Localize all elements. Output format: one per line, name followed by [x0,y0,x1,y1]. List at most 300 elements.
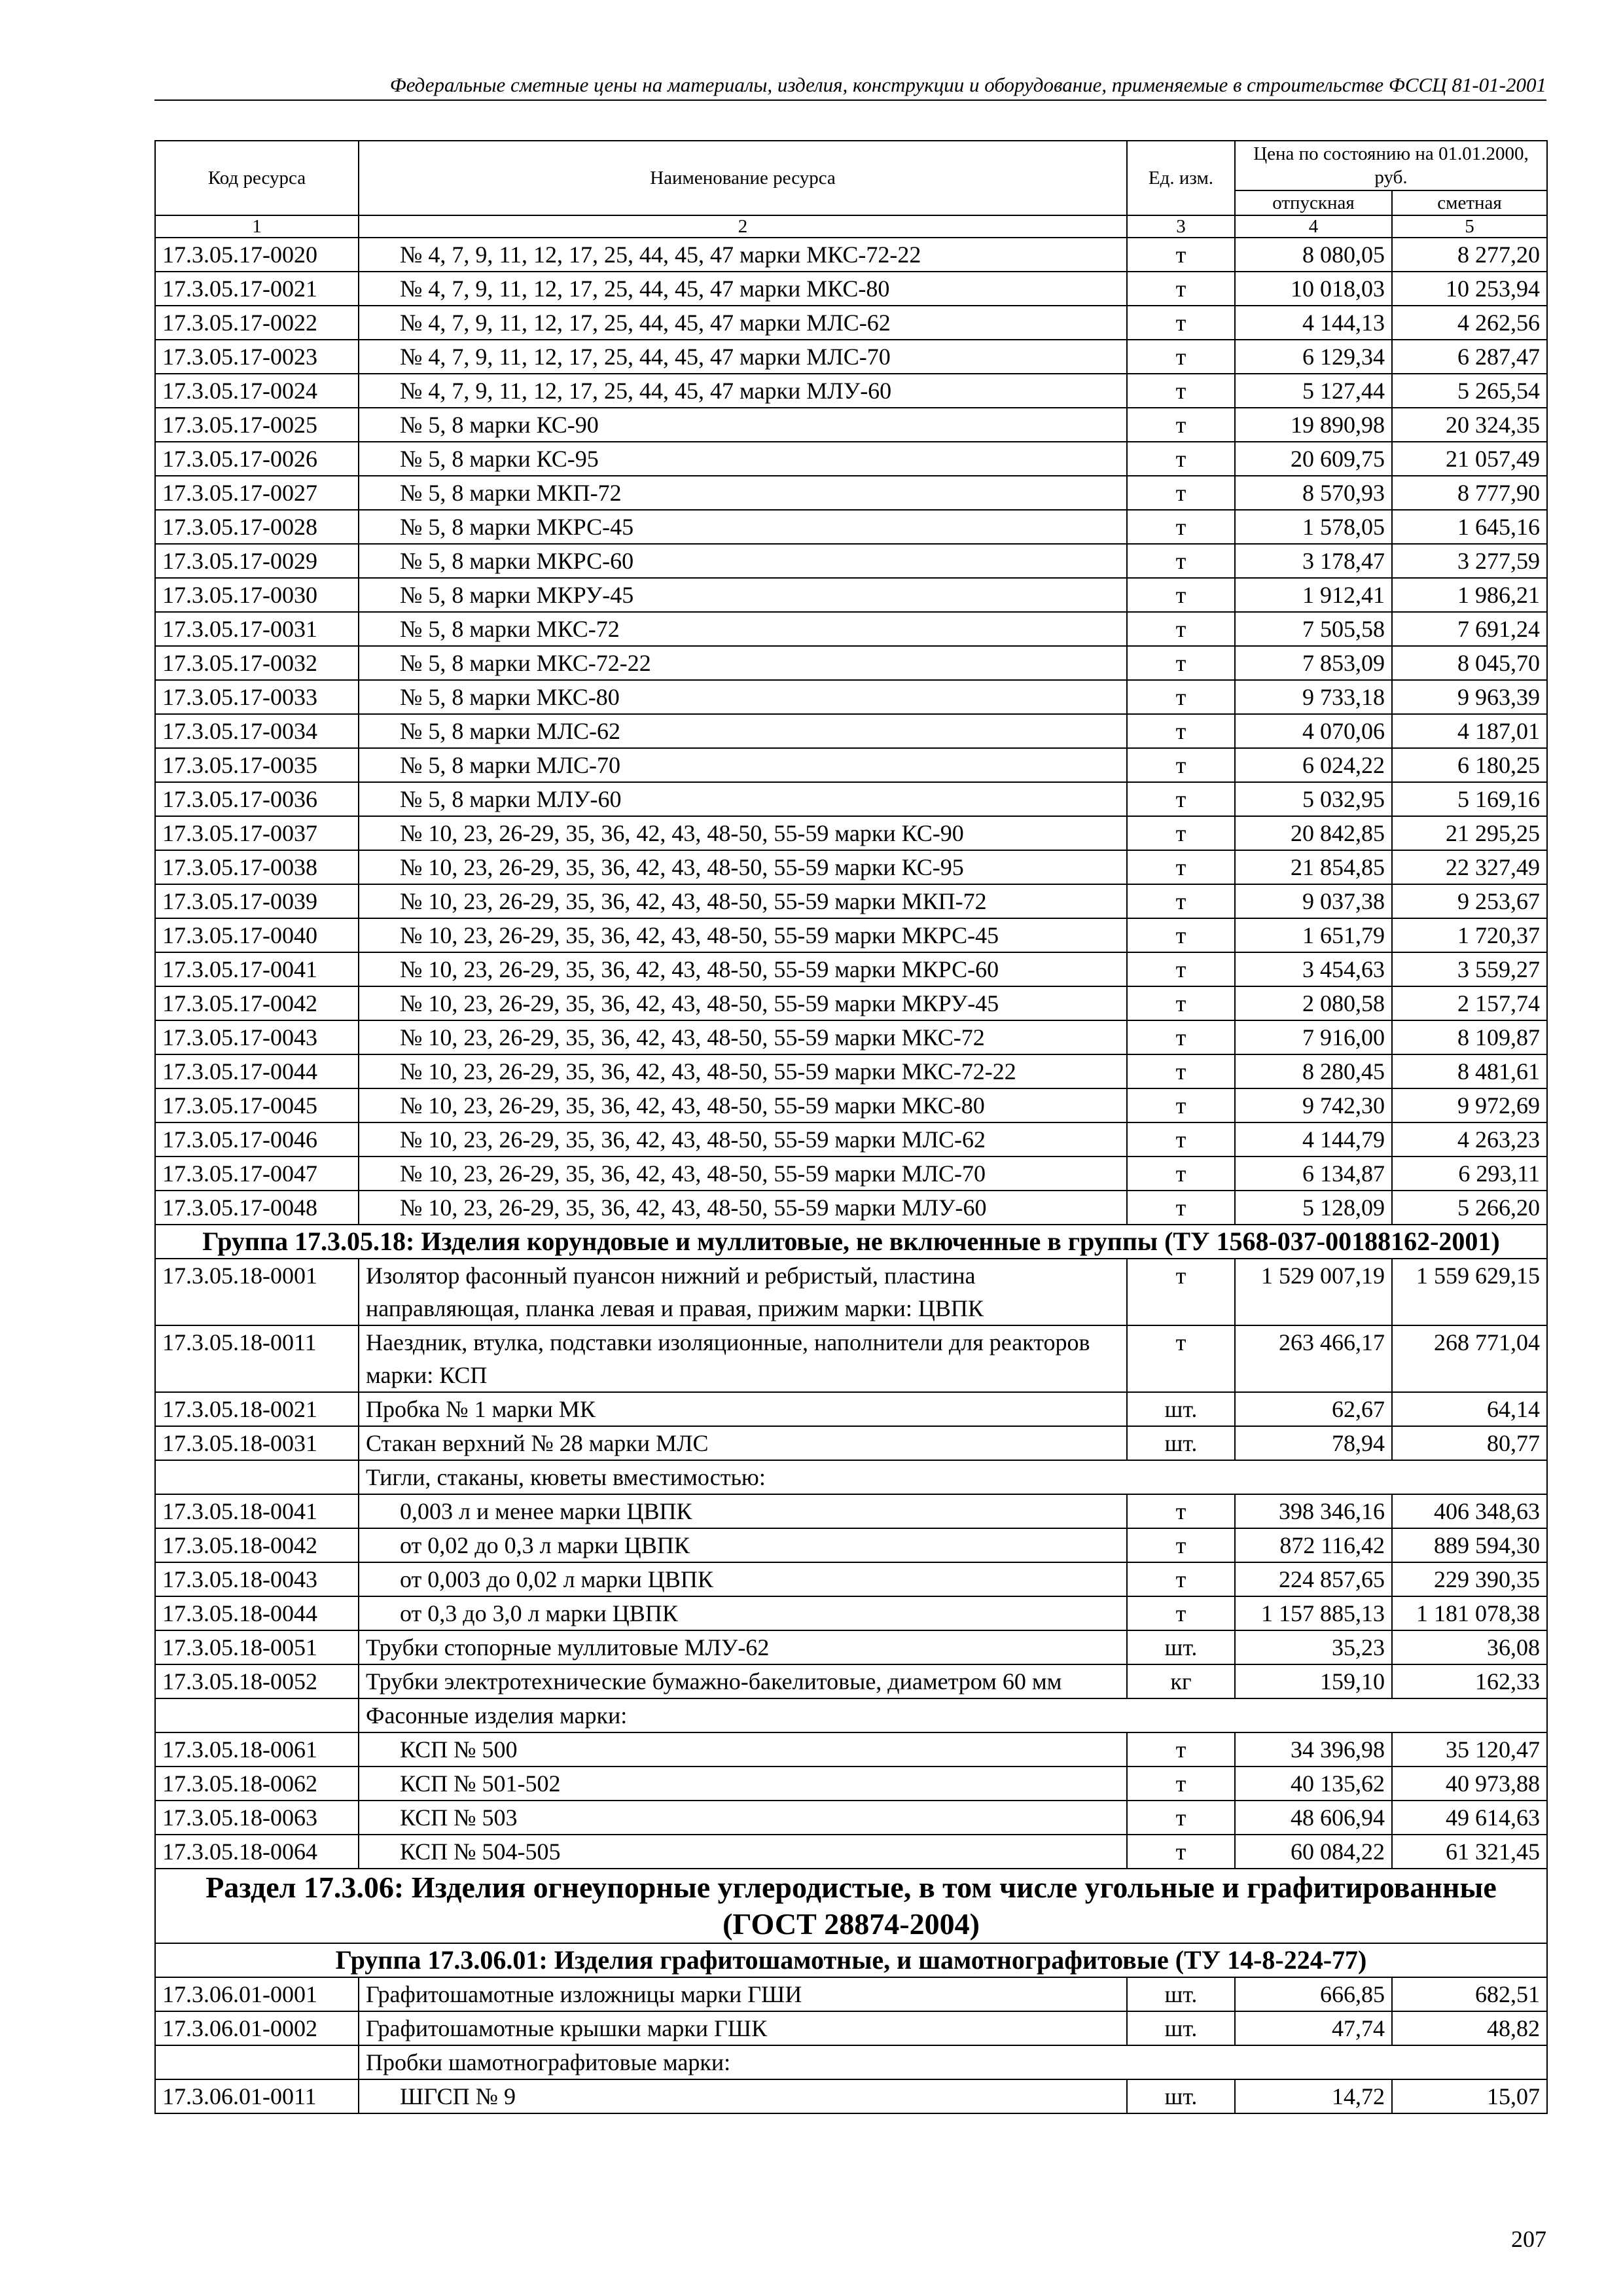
empty-cell [155,2045,359,2079]
table-row [155,1596,1547,1630]
resource-code: 17.3.05.17-0040 [155,918,359,952]
resource-name: Графитошамотные крышки марки ГШК [359,2011,1127,2045]
estimate-price: 3 277,59 [1392,544,1547,578]
table-row [155,1325,1547,1392]
table-row [155,408,1547,442]
unit: шт. [1127,1977,1235,2011]
resource-name: КСП № 501-502 [359,1767,1127,1801]
table-row [155,578,1547,612]
resource-name: № 4, 7, 9, 11, 12, 17, 25, 44, 45, 47 марки МЛС-62 [359,306,1127,340]
resource-code: 17.3.05.18-0061 [155,1732,359,1767]
resource-code: 17.3.05.17-0023 [155,340,359,374]
unit: т [1127,816,1235,850]
resource-name: № 10, 23, 26-29, 35, 36, 42, 43, 48-50, 55-59 марки МКРС-45 [359,918,1127,952]
resource-name: КСП № 503 [359,1801,1127,1835]
estimate-price: 5 169,16 [1392,782,1547,816]
resource-code: 17.3.05.17-0035 [155,748,359,782]
resource-name: № 5, 8 марки МЛУ-60 [359,782,1127,816]
unit: т [1127,442,1235,476]
release-price: 4 070,06 [1235,714,1392,748]
resource-code: 17.3.05.18-0052 [155,1664,359,1698]
release-price: 5 032,95 [1235,782,1392,816]
resource-code: 17.3.06.01-0011 [155,2079,359,2113]
release-price: 8 570,93 [1235,476,1392,510]
group-title: Группа 17.3.06.01: Изделия графитошамотные, и шамотнографитовые (ТУ 14-8-224-77) [155,1943,1547,1977]
release-price: 872 116,42 [1235,1528,1392,1562]
estimate-price: 9 963,39 [1392,680,1547,714]
unit: т [1127,646,1235,680]
estimate-price: 21 057,49 [1392,442,1547,476]
table-row [155,340,1547,374]
resource-name: № 5, 8 марки МКРС-45 [359,510,1127,544]
unit: т [1127,1020,1235,1054]
table-row [155,1054,1547,1088]
estimate-price: 229 390,35 [1392,1562,1547,1596]
resource-name: Пробка № 1 марки МК [359,1392,1127,1426]
estimate-price: 4 187,01 [1392,714,1547,748]
resource-name: 0,003 л и менее марки ЦВПК [359,1494,1127,1528]
release-price: 47,74 [1235,2011,1392,2045]
release-price: 6 024,22 [1235,748,1392,782]
estimate-price: 8 109,87 [1392,1020,1547,1054]
release-price: 6 134,87 [1235,1157,1392,1191]
estimate-price: 8 481,61 [1392,1054,1547,1088]
resource-name: Стакан верхний № 28 марки МЛС [359,1426,1127,1460]
unit: т [1127,850,1235,884]
release-price: 2 080,58 [1235,986,1392,1020]
subheading-row [155,1698,1547,1732]
release-price: 34 396,98 [1235,1732,1392,1767]
estimate-price: 6 180,25 [1392,748,1547,782]
unit: т [1127,1054,1235,1088]
table-row [155,2011,1547,2045]
estimate-price: 10 253,94 [1392,272,1547,306]
price-table [154,140,1548,2114]
table-row [155,1732,1547,1767]
resource-code: 17.3.05.18-0011 [155,1325,359,1392]
resource-code: 17.3.05.17-0031 [155,612,359,646]
resource-name: КСП № 500 [359,1732,1127,1767]
resource-name: № 10, 23, 26-29, 35, 36, 42, 43, 48-50, 55-59 марки МЛУ-60 [359,1191,1127,1225]
resource-code: 17.3.05.18-0041 [155,1494,359,1528]
unit: т [1127,1088,1235,1122]
resource-code: 17.3.05.18-0064 [155,1835,359,1869]
resource-code: 17.3.05.18-0044 [155,1596,359,1630]
section-row [155,1869,1547,1943]
table-row [155,272,1547,306]
empty-cell [155,1460,359,1494]
release-price: 20 842,85 [1235,816,1392,850]
resource-code: 17.3.05.18-0021 [155,1392,359,1426]
unit: т [1127,952,1235,986]
resource-code: 17.3.05.17-0044 [155,1054,359,1088]
table-row [155,1191,1547,1225]
resource-name: № 5, 8 марки КС-95 [359,442,1127,476]
estimate-price: 8 277,20 [1392,238,1547,272]
resource-code: 17.3.05.17-0025 [155,408,359,442]
unit: т [1127,680,1235,714]
resource-name: № 5, 8 марки МКРУ-45 [359,578,1127,612]
release-price: 4 144,13 [1235,306,1392,340]
table-row [155,850,1547,884]
estimate-price: 4 263,23 [1392,1122,1547,1157]
resource-name: Трубки стопорные муллитовые МЛУ-62 [359,1630,1127,1664]
resource-name: № 10, 23, 26-29, 35, 36, 42, 43, 48-50, 55-59 марки МЛС-62 [359,1122,1127,1157]
estimate-price: 9 972,69 [1392,1088,1547,1122]
unit: т [1127,748,1235,782]
subheading: Фасонные изделия марки: [359,1698,1547,1732]
resource-code: 17.3.05.18-0063 [155,1801,359,1835]
release-price: 4 144,79 [1235,1122,1392,1157]
resource-name: Изолятор фасонный пуансон нижний и ребристый, пластина направляющая, планка левая и правая, прижим марки: ЦВПК [359,1259,1127,1325]
release-price: 5 127,44 [1235,374,1392,408]
resource-code: 17.3.05.17-0022 [155,306,359,340]
release-price: 78,94 [1235,1426,1392,1460]
resource-name: от 0,02 до 0,3 л марки ЦВПК [359,1528,1127,1562]
unit: т [1127,1767,1235,1801]
unit: т [1127,1528,1235,1562]
unit: т [1127,544,1235,578]
estimate-price: 682,51 [1392,1977,1547,2011]
unit: т [1127,408,1235,442]
release-price: 5 128,09 [1235,1191,1392,1225]
table-row [155,238,1547,272]
table-row [155,1528,1547,1562]
table-row [155,646,1547,680]
unit: т [1127,1562,1235,1596]
resource-code: 17.3.05.17-0041 [155,952,359,986]
unit: шт. [1127,1630,1235,1664]
estimate-price: 5 265,54 [1392,374,1547,408]
resource-name: № 4, 7, 9, 11, 12, 17, 25, 44, 45, 47 марки МЛУ-60 [359,374,1127,408]
estimate-price: 5 266,20 [1392,1191,1547,1225]
resource-name: № 5, 8 марки МЛС-62 [359,714,1127,748]
resource-code: 17.3.05.17-0021 [155,272,359,306]
resource-name: № 5, 8 марки КС-90 [359,408,1127,442]
unit: т [1127,1259,1235,1325]
running-head: Федеральные сметные цены на материалы, изделия, конструкции и оборудование, применяемые в строительстве ФССЦ 81-01-2001 [154,73,1546,101]
resource-code: 17.3.05.18-0062 [155,1767,359,1801]
resource-code: 17.3.05.17-0038 [155,850,359,884]
resource-code: 17.3.05.17-0033 [155,680,359,714]
unit: т [1127,1157,1235,1191]
col-num: 3 [1127,215,1235,238]
unit: т [1127,782,1235,816]
estimate-price: 48,82 [1392,2011,1547,2045]
estimate-price: 6 293,11 [1392,1157,1547,1191]
table-row [155,476,1547,510]
release-price: 9 733,18 [1235,680,1392,714]
unit: кг [1127,1664,1235,1698]
table-row [155,1801,1547,1835]
subheading-row [155,1460,1547,1494]
release-price: 35,23 [1235,1630,1392,1664]
release-price: 9 742,30 [1235,1088,1392,1122]
table-row [155,952,1547,986]
resource-code: 17.3.05.17-0026 [155,442,359,476]
resource-code: 17.3.05.17-0020 [155,238,359,272]
estimate-price: 1 559 629,15 [1392,1259,1547,1325]
header-price: Цена по состоянию на 01.01.2000, руб. [1235,141,1547,190]
release-price: 14,72 [1235,2079,1392,2113]
header-name: Наименование ресурса [359,141,1127,215]
release-price: 20 609,75 [1235,442,1392,476]
estimate-price: 1 986,21 [1392,578,1547,612]
section-title: Раздел 17.3.06: Изделия огнеупорные углеродистые, в том числе угольные и графитированные (ГОСТ 28874-2004) [155,1869,1547,1943]
resource-name: № 10, 23, 26-29, 35, 36, 42, 43, 48-50, 55-59 марки МКС-72 [359,1020,1127,1054]
estimate-price: 268 771,04 [1392,1325,1547,1392]
col-num: 1 [155,215,359,238]
unit: шт. [1127,1392,1235,1426]
unit: т [1127,306,1235,340]
unit: т [1127,374,1235,408]
resource-name: № 5, 8 марки МКС-72 [359,612,1127,646]
resource-code: 17.3.05.17-0028 [155,510,359,544]
table-row [155,816,1547,850]
header-unit: Ед. изм. [1127,141,1235,215]
unit: т [1127,1191,1235,1225]
resource-code: 17.3.05.17-0047 [155,1157,359,1191]
estimate-price: 2 157,74 [1392,986,1547,1020]
table-row [155,1835,1547,1869]
table-row [155,884,1547,918]
table-row [155,1088,1547,1122]
table-row [155,1020,1547,1054]
release-price: 159,10 [1235,1664,1392,1698]
resource-code: 17.3.05.17-0024 [155,374,359,408]
estimate-price: 8 777,90 [1392,476,1547,510]
estimate-price: 61 321,45 [1392,1835,1547,1869]
estimate-price: 9 253,67 [1392,884,1547,918]
release-price: 21 854,85 [1235,850,1392,884]
estimate-price: 7 691,24 [1392,612,1547,646]
resource-name: № 4, 7, 9, 11, 12, 17, 25, 44, 45, 47 марки МКС-72-22 [359,238,1127,272]
resource-code: 17.3.05.17-0048 [155,1191,359,1225]
resource-code: 17.3.05.17-0043 [155,1020,359,1054]
group-title: Группа 17.3.05.18: Изделия корундовые и муллитовые, не включенные в группы (ТУ 1568-037-00188162-2001) [155,1225,1547,1259]
page-number: 207 [1511,2226,1546,2252]
resource-name: № 10, 23, 26-29, 35, 36, 42, 43, 48-50, 55-59 марки КС-95 [359,850,1127,884]
table-row [155,1630,1547,1664]
resource-code: 17.3.05.17-0037 [155,816,359,850]
table-row [155,1259,1547,1325]
release-price: 666,85 [1235,1977,1392,2011]
estimate-price: 1 181 078,38 [1392,1596,1547,1630]
resource-name: Наездник, втулка, подставки изоляционные, наполнители для реакторов марки: КСП [359,1325,1127,1392]
unit: т [1127,884,1235,918]
unit: шт. [1127,1426,1235,1460]
resource-name: ШГСП № 9 [359,2079,1127,2113]
resource-name: № 10, 23, 26-29, 35, 36, 42, 43, 48-50, 55-59 марки МКРС-60 [359,952,1127,986]
estimate-price: 40 973,88 [1392,1767,1547,1801]
resource-name: КСП № 504-505 [359,1835,1127,1869]
unit: т [1127,1596,1235,1630]
table-row [155,1122,1547,1157]
release-price: 7 505,58 [1235,612,1392,646]
release-price: 40 135,62 [1235,1767,1392,1801]
estimate-price: 15,07 [1392,2079,1547,2113]
empty-cell [155,1698,359,1732]
release-price: 6 129,34 [1235,340,1392,374]
resource-name: Графитошамотные изложницы марки ГШИ [359,1977,1127,2011]
resource-name: № 4, 7, 9, 11, 12, 17, 25, 44, 45, 47 марки МЛС-70 [359,340,1127,374]
subheading: Тигли, стаканы, кюветы вместимостью: [359,1460,1547,1494]
resource-name: № 5, 8 марки МКП-72 [359,476,1127,510]
resource-code: 17.3.05.17-0034 [155,714,359,748]
table-row [155,442,1547,476]
table-row [155,1426,1547,1460]
resource-name: от 0,003 до 0,02 л марки ЦВПК [359,1562,1127,1596]
unit: т [1127,578,1235,612]
estimate-price: 4 262,56 [1392,306,1547,340]
resource-name: № 5, 8 марки МЛС-70 [359,748,1127,782]
resource-name: от 0,3 до 3,0 л марки ЦВПК [359,1596,1127,1630]
release-price: 398 346,16 [1235,1494,1392,1528]
table-row [155,1767,1547,1801]
release-price: 263 466,17 [1235,1325,1392,1392]
group-row [155,1943,1547,1977]
resource-name: № 5, 8 марки МКРС-60 [359,544,1127,578]
resource-code: 17.3.05.17-0029 [155,544,359,578]
estimate-price: 1 720,37 [1392,918,1547,952]
table-row [155,1494,1547,1528]
resource-name: № 10, 23, 26-29, 35, 36, 42, 43, 48-50, 55-59 марки МКРУ-45 [359,986,1127,1020]
estimate-price: 35 120,47 [1392,1732,1547,1767]
resource-code: 17.3.05.18-0031 [155,1426,359,1460]
estimate-price: 6 287,47 [1392,340,1547,374]
resource-code: 17.3.05.17-0032 [155,646,359,680]
release-price: 7 853,09 [1235,646,1392,680]
release-price: 1 912,41 [1235,578,1392,612]
table-row [155,680,1547,714]
resource-code: 17.3.05.17-0046 [155,1122,359,1157]
resource-name: Трубки электротехнические бумажно-бакелитовые, диаметром 60 мм [359,1664,1127,1698]
resource-name: № 4, 7, 9, 11, 12, 17, 25, 44, 45, 47 марки МКС-80 [359,272,1127,306]
header-release: отпускная [1235,190,1392,215]
col-num: 2 [359,215,1127,238]
table-row [155,782,1547,816]
release-price: 1 651,79 [1235,918,1392,952]
release-price: 7 916,00 [1235,1020,1392,1054]
table-row [155,918,1547,952]
estimate-price: 64,14 [1392,1392,1547,1426]
unit: т [1127,340,1235,374]
release-price: 8 080,05 [1235,238,1392,272]
resource-name: № 10, 23, 26-29, 35, 36, 42, 43, 48-50, 55-59 марки КС-90 [359,816,1127,850]
release-price: 3 178,47 [1235,544,1392,578]
table-row [155,986,1547,1020]
table-row [155,1664,1547,1698]
resource-name: № 10, 23, 26-29, 35, 36, 42, 43, 48-50, 55-59 марки МКС-80 [359,1088,1127,1122]
table-row [155,748,1547,782]
unit: т [1127,714,1235,748]
unit: т [1127,1732,1235,1767]
table-row [155,1392,1547,1426]
estimate-price: 36,08 [1392,1630,1547,1664]
release-price: 3 454,63 [1235,952,1392,986]
resource-code: 17.3.05.18-0043 [155,1562,359,1596]
resource-code: 17.3.06.01-0002 [155,2011,359,2045]
table-row [155,714,1547,748]
table-body [155,238,1547,2113]
table-row [155,1157,1547,1191]
resource-code: 17.3.05.17-0027 [155,476,359,510]
release-price: 60 084,22 [1235,1835,1392,1869]
estimate-price: 8 045,70 [1392,646,1547,680]
unit: т [1127,986,1235,1020]
table-row [155,1562,1547,1596]
release-price: 1 578,05 [1235,510,1392,544]
resource-name: № 10, 23, 26-29, 35, 36, 42, 43, 48-50, 55-59 марки МКС-72-22 [359,1054,1127,1088]
estimate-price: 3 559,27 [1392,952,1547,986]
unit: т [1127,1801,1235,1835]
table-row [155,544,1547,578]
resource-name: № 5, 8 марки МКС-80 [359,680,1127,714]
unit: т [1127,1325,1235,1392]
release-price: 19 890,98 [1235,408,1392,442]
unit: т [1127,1494,1235,1528]
release-price: 10 018,03 [1235,272,1392,306]
resource-code: 17.3.06.01-0001 [155,1977,359,2011]
estimate-price: 22 327,49 [1392,850,1547,884]
table-row [155,1977,1547,2011]
resource-code: 17.3.05.17-0039 [155,884,359,918]
estimate-price: 80,77 [1392,1426,1547,1460]
unit: т [1127,476,1235,510]
release-price: 48 606,94 [1235,1801,1392,1835]
resource-code: 17.3.05.17-0036 [155,782,359,816]
estimate-price: 162,33 [1392,1664,1547,1698]
release-price: 1 529 007,19 [1235,1259,1392,1325]
unit: т [1127,238,1235,272]
estimate-price: 21 295,25 [1392,816,1547,850]
unit: шт. [1127,2011,1235,2045]
estimate-price: 49 614,63 [1392,1801,1547,1835]
subheading: Пробки шамотнографитовые марки: [359,2045,1547,2079]
unit: т [1127,510,1235,544]
release-price: 9 037,38 [1235,884,1392,918]
release-price: 8 280,45 [1235,1054,1392,1088]
estimate-price: 20 324,35 [1392,408,1547,442]
col-num: 5 [1392,215,1547,238]
unit: шт. [1127,2079,1235,2113]
unit: т [1127,1835,1235,1869]
estimate-price: 1 645,16 [1392,510,1547,544]
resource-code: 17.3.05.18-0001 [155,1259,359,1325]
release-price: 1 157 885,13 [1235,1596,1392,1630]
unit: т [1127,612,1235,646]
release-price: 224 857,65 [1235,1562,1392,1596]
col-num: 4 [1235,215,1392,238]
group-row [155,1225,1547,1259]
estimate-price: 889 594,30 [1392,1528,1547,1562]
table-row [155,2079,1547,2113]
unit: т [1127,918,1235,952]
resource-code: 17.3.05.17-0045 [155,1088,359,1122]
estimate-price: 406 348,63 [1392,1494,1547,1528]
subheading-row [155,2045,1547,2079]
table-row [155,510,1547,544]
release-price: 62,67 [1235,1392,1392,1426]
unit: т [1127,1122,1235,1157]
resource-code: 17.3.05.17-0030 [155,578,359,612]
resource-name: № 10, 23, 26-29, 35, 36, 42, 43, 48-50, 55-59 марки МКП-72 [359,884,1127,918]
header-estimate: сметная [1392,190,1547,215]
table-row [155,612,1547,646]
resource-code: 17.3.05.18-0042 [155,1528,359,1562]
header-code: Код ресурса [155,141,359,215]
resource-name: № 10, 23, 26-29, 35, 36, 42, 43, 48-50, 55-59 марки МЛС-70 [359,1157,1127,1191]
